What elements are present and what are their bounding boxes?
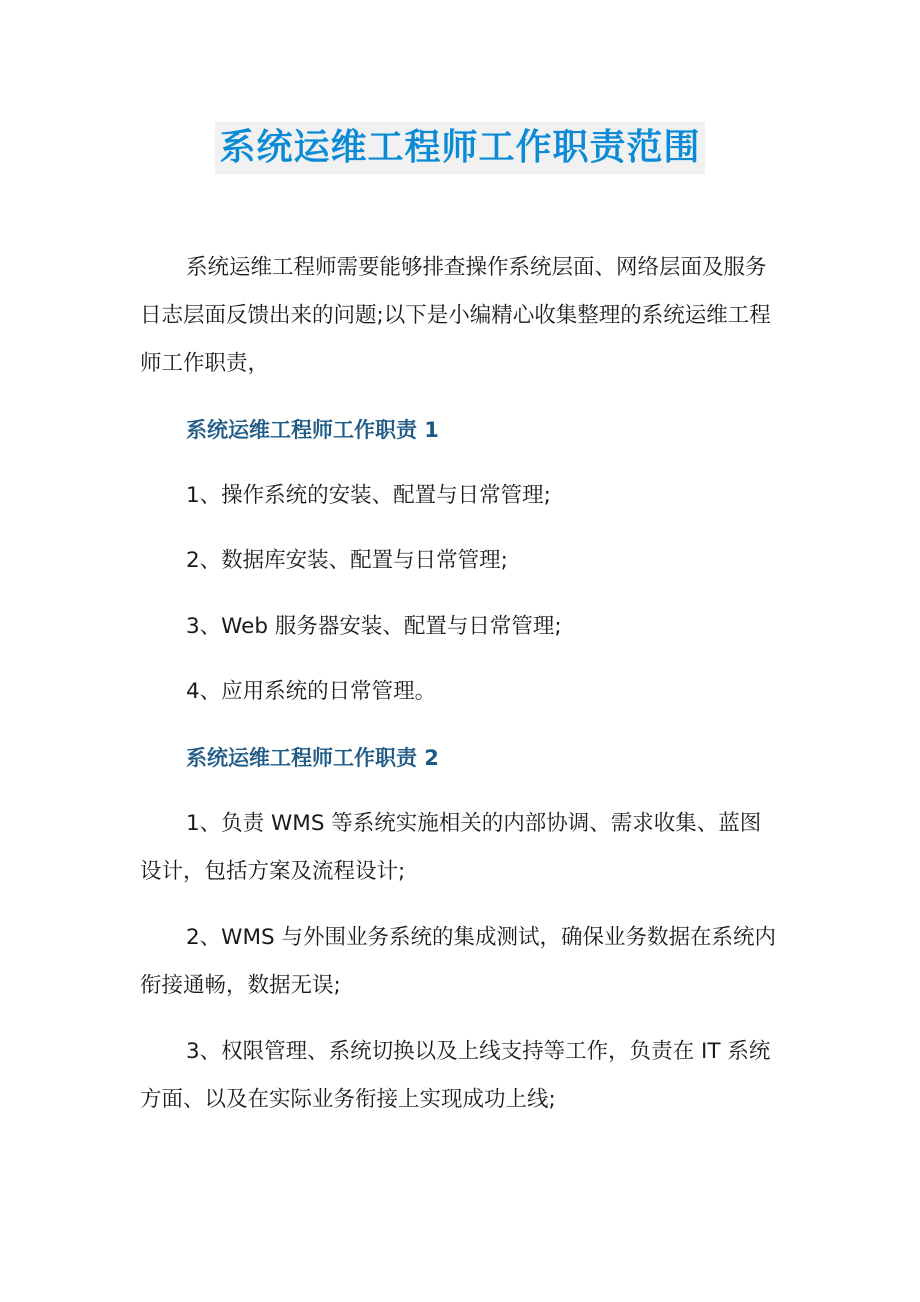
- section-2-item-1: 1、负责 WMS 等系统实施相关的内部协调、需求收集、蓝图设计，包括方案及流程设计;: [140, 811, 762, 884]
- section-1-item-2: 2、数据库安装、配置与日常管理;: [186, 548, 508, 573]
- section-1-item-1: 1、操作系统的安装、配置与日常管理;: [186, 483, 551, 508]
- section-2-item-2: 2、WMS 与外围业务系统的集成测试，确保业务数据在系统内衔接通畅，数据无误;: [140, 925, 776, 998]
- title-wrapper: [0, 122, 920, 174]
- intro-paragraph: 系统运维工程师需要能够排查操作系统层面、网络层面及服务日志层面反馈出来的问题;以下是小编精心收集整理的系统运维工程师工作职责，: [140, 255, 771, 376]
- section-1-heading: 系统运维工程师工作职责 1: [186, 418, 439, 442]
- section-1-item-3: 3、Web 服务器安装、配置与日常管理;: [186, 614, 562, 639]
- section-2-item-3: 3、权限管理、系统切换以及上线支持等工作，负责在 IT 系统方面、以及在实际业务衔接上实现成功上线;: [140, 1039, 771, 1112]
- document-title: 系统运维工程师工作职责范围: [215, 122, 704, 174]
- section-2-heading: 系统运维工程师工作职责 2: [186, 746, 439, 770]
- section-1-item-4: 4、应用系统的日常管理。: [186, 679, 437, 704]
